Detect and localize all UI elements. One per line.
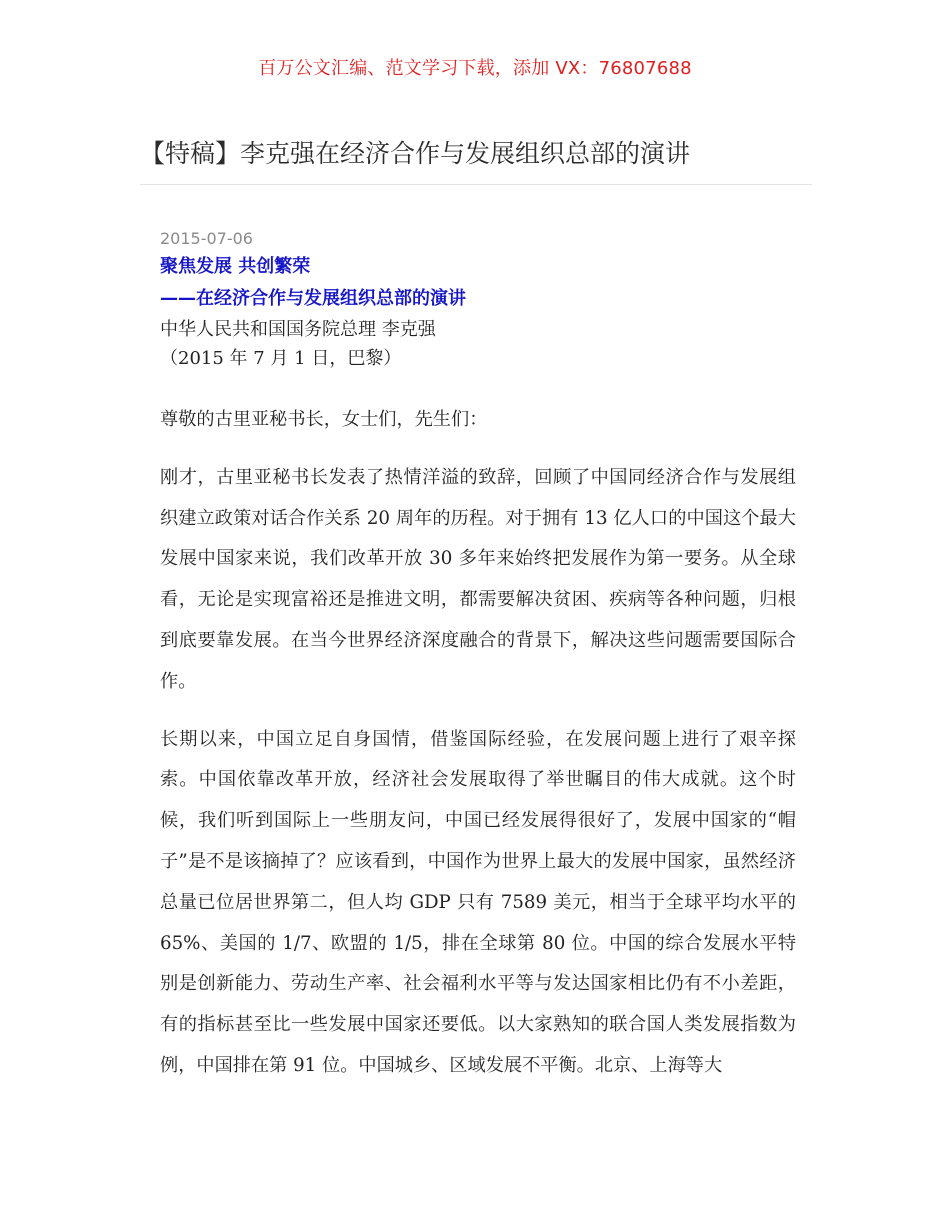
speaker-byline: 中华人民共和国国务院总理 李克强	[160, 319, 436, 340]
speech-headline: 聚焦发展 共创繁荣	[160, 256, 311, 277]
paragraph: 长期以来，中国立足自身国情，借鉴国际经验，在发展问题上进行了艰辛探索。中国依靠改革开放，经济社会发展取得了举世瞩目的伟大成就。这个时候，我们听到国际上一些朋友问，中国已经发展得很好了，发展中国家的“帽子”是不是该摘掉了？应该看到，中国作为世界上最大的发展中国家，虽然经济总量已位居世界第二，但人均 GDP 只有 7589 美元，相当于全球平均水平的 65%、美国的 1/7、欧盟的 1/5，排在全球第 80 位。中国的综合发展水平特别是创新能力、劳动生产率、社会福利水平等与发达国家相比仍有不小差距，有的指标甚至比一些发展中国家还要低。以大家熟知的联合国人类发展指数为例，中国排在第 91 位。中国城乡、区域发展不平衡。北京、上海等大	[160, 728, 796, 1076]
paragraph-salutation: 尊敬的古里亚秘书长，女士们，先生们：	[160, 409, 488, 430]
paragraph: 刚才，古里亚秘书长发表了热情洋溢的致辞，回顾了中国同经济合作与发展组织建立政策对话合作关系 20 周年的历程。对于拥有 13 亿人口的中国这个最大发展中国家来说，我们改革开放 30 多年来始终把发展作为第一要务。从全球看，无论是实现富裕还是推进文明，都需要解决贫困、疾病等各种问题，归根到底要靠发展。在当今世界经济深度融合的背景下，解决这些问题需要国际合作。	[160, 466, 796, 692]
article-title: 【特稿】李克强在经济合作与发展组织总部的演讲	[140, 139, 691, 168]
speech-subheadline: ——在经济合作与发展组织总部的演讲	[160, 288, 466, 309]
promo-banner: 百万公文汇编、范文学习下载，添加 VX：76807688	[258, 58, 692, 79]
speech-date-place: （2015 年 7 月 1 日，巴黎）	[160, 348, 402, 369]
article-date: 2015-07-06	[160, 229, 253, 248]
title-divider	[140, 184, 812, 185]
article-body	[160, 400, 796, 1104]
